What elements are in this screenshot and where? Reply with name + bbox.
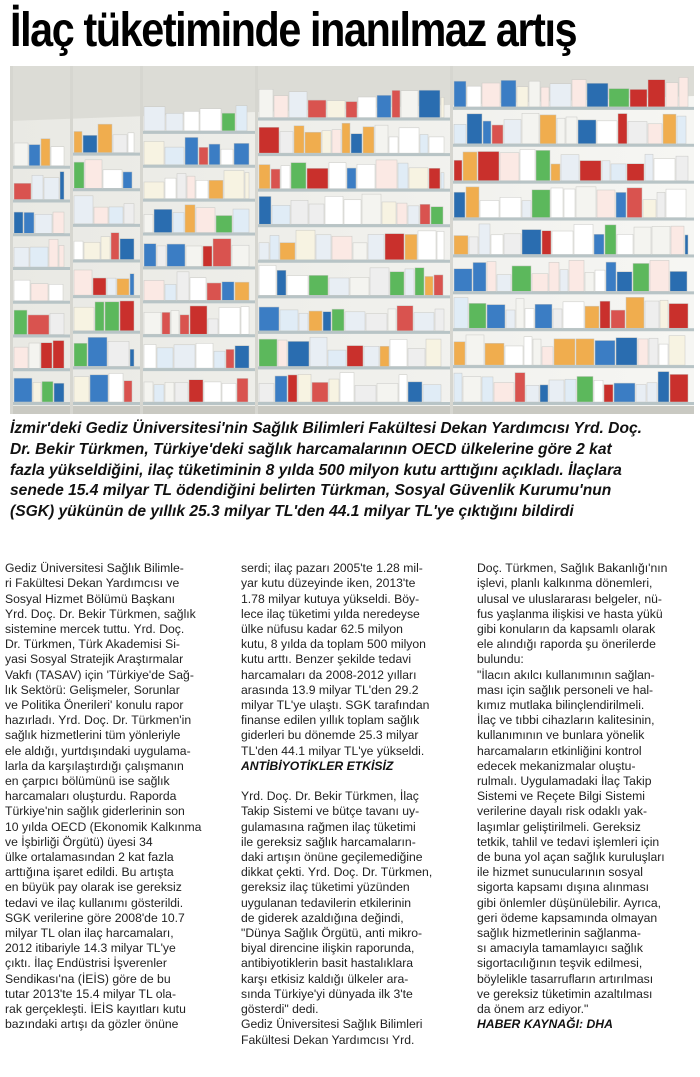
pharmacy-shelves-image (10, 66, 694, 414)
article-column-3 (477, 546, 697, 1074)
article-column-1 (5, 546, 233, 1074)
pharmacy-shelves-photo (10, 66, 694, 414)
article-body-text: Yrd. Doç. Dr. Bekir Türkmen, İlaç Takip Sistemi ve bütçe tavanı uy- gulamasına rağmen ilaç tüketimi ile gereksiz sağlık harcamaların- daki artışın önüne geçilemediğine dikkat çekti. Yrd. Doç. Dr. Türkmen, gereksiz ilaç tüketimi yüzünden uygulanan tedavilerin etkilerinin de giderek azaldığına değindi, "Dünya Sağlık Örgütü, anti mikro- biyal direncine ilişkin raporunda, antibiyotiklerin basit hastalıklara karşı etkisiz kaldığı ülkeler ara- sında Türkiye'yi dünyada ilk 3'te gösterdi" dedi. Gediz Üniversitesi Sağlık Bilimleri Fakültesi Dekan Yardımcısı Yrd. (241, 789, 433, 1047)
article-body-text: serdi; ilaç pazarı 2005'te 1.28 mil- yar kutu düzeyinde iken, 2013'te 1.78 milyar kutuya yükseldi. Böy- lece ilaç tüketimi yılda neredeyse ülke nüfusu kadar 62.5 milyon kutu, 8 yılda da toplam 500 milyon kutu arttı. Benzer şekilde tedavi harcamaları da 2008-2012 yılları arasında 13.9 milyar TL'den 29.2 milyar TL'ye ulaştı. SGK tarafından finanse edilen yıllık toplam sağlık giderleri bu dönemde 25.3 milyar TL'den 44.1 milyar TL'ye yükseldi. (241, 561, 430, 758)
article-body-text: Gediz Üniversitesi Sağlık Bilimle- ri Fakültesi Dekan Yardımcısı ve Sosyal Hizmet Bölümü Başkanı Yrd. Doç. Dr. Bekir Türkmen, sağlık sistemine mercek tuttu. Yrd. Doç. Dr. Türkmen, Türk Akademisi Si- yasi Sosyal Stratejik Araştırmalar Vakfı (TASAV) için 'Türkiye'de Sağ- lık Sektörü: Gelişmeler, Sorunlar ve Politika Önerileri' konulu rapor hazırladı. Yrd. Doç. Dr. Türkmen'in sağlık hizmetlerini tüm yönleriyle ele aldığı, yurtdışındaki uygulama- larla da karşılaştırdığı çalışmanın en çarpıcı bölümünü ise sağlık harcamaları oluşturdu. Raporda Türkiye'nin sağlık giderlerinin son 10 yılda OECD (Ekonomik Kalkınma ve İşbirliği Örgütü) üyesi 34 ülke ortalamasından 2 kat fazla arttığına işaret edildi. Bu artışta en büyük pay olarak ise gereksiz tedavi ve ilaç kullanımı gösterildi. SGK verilerine göre 2008'de 10.7 milyar TL olan ilaç harcamaları, 2012 itibariyle 14.3 milyar TL'ye çıktı. İlaç Endüstrisi İşverenler Sendikası'na (İEİS) göre de bu tutar 2013'te 15.4 milyar TL ola- rak gerçekleşti. İEİS kayıtları kutu bazındaki artışı da gözler önüne (5, 561, 202, 1032)
article-column-2 (241, 546, 467, 1074)
subheading: ANTİBİYOTİKLER ETKİSİZ (241, 758, 394, 773)
lead-paragraph: İzmir'deki Gediz Üniversitesi'nin Sağlık Bilimleri Fakültesi Dekan Yardımcısı Yrd. Doç. Dr. Bekir Türkmen, Türkiye'deki sağlık harcamalarının OECD ülkelerine göre 2 kat fazla yükseldiğini, ilaç tüketiminin 8 yılda 500 milyon kutu arttığını açıkladı. İlaçlara senede 15.4 milyar TL ödendiğini belirten Türkman, Sosyal Güvenlik Kurumu'nun (SGK) yükünün de yıllık 25.3 milyar TL'den 44.1 milyar TL'ye çıktığını bildirdi (10, 420, 642, 521)
news-source-credit: HABER KAYNAĞI: DHA (477, 1017, 613, 1032)
headline: İlaç tüketiminde inanılmaz artış (10, 4, 577, 57)
article-body-text: Doç. Türkmen, Sağlık Bakanlığı'nın işlevi, planlı kalkınma dönemleri, ulusal ve uluslararası belgeler, nü- fus yaşlanma ilişkisi ve hasta yükü gibi konuların da kapsamlı olarak ele alındığı raporda şu önerilerde bulundu: "İlacın akılcı kullanımının sağlan- ması için sağlık personeli ve hal- kımız mutlaka bilinçlendirilmeli. İlaç ve tıbbi cihazların kalitesinin, kullanımının ve bunlara yönelik harcamaların etkinliğini kontrol edecek mekanizmalar oluştu- rulmalı. Uygulamadaki İlaç Takip Sistemi ve Reçete Bilgi Sistemi verilerine dayalı risk odaklı yak- laşımlar geliştirilmeli. Gereksiz tetkik, tahlil ve tedavi işlemleri için de buna yol açan sağlık kuruluşları ile hizmet sunucularının sosyal sigorta kapsamı dışına alınması gibi önlemler düşünülebilir. Ayrıca, geri ödeme kapsamında olmayan sağlık hizmetlerinin sağlanma- sı amacıyla tamamlayıcı sağlık sigortacılığının teşvik edilmesi, böylelikle tasarrufların artırılması ve gereksiz tüketimin azaltılması da önem arz ediyor." (477, 561, 668, 1017)
